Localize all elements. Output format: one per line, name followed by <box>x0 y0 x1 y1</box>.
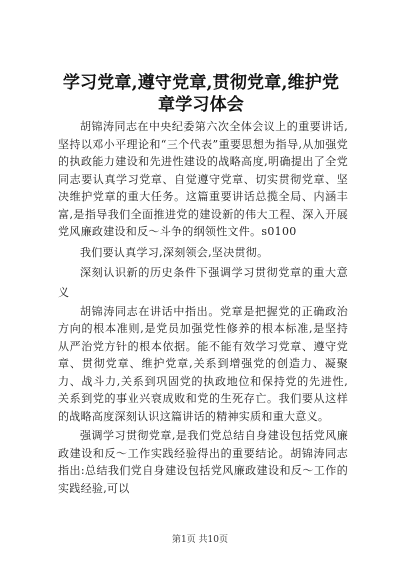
paragraph-intro: 胡锦涛同志在中央纪委第六次全体会议上的重要讲话,坚持以邓小平理论和“三个代表”重要思想为指导,从加强党的执政能力建设和先进性建设的战略高度,明确提出了全党同志要认真学习党章、自觉遵守党章、切实贯彻党章、坚决维护党章的重大任务。这篇重要讲话总揽全局、内涵丰富,是指导我们全面推进党的建设新的伟大工程、深入开展党风廉政建设和反～斗争的纲领性文件。s0100 <box>58 120 348 238</box>
section-heading: 深刻认识新的历史条件下强调学习贯彻党章的重大意义 <box>58 265 348 299</box>
paragraph-resolve: 我们要认真学习,深刻领会,坚决贯彻。 <box>80 245 269 259</box>
paragraph-significance: 胡锦涛同志在讲话中指出。党章是把握党的正确政治方向的根本准则,是党员加强党性修养的根本标准,是坚持从严治党方针的根本依据。能不能有效学习党章、遵守党章、贯彻党章、维护党章,关系到增强党的创造力、凝聚力、战斗力,关系到巩固党的执政地位和保持党的先进性,关系到党的事业兴衰成败和党的生死存亡。我们要从这样的战略高度深刻认识这篇讲话的精神实质和重大意义。 <box>58 304 348 423</box>
page-number: 第1页 共10页 <box>171 535 229 545</box>
paragraph-conclusion: 强调学习贯彻党章,是我们党总结自身建设包括党风廉政建设和反～工作实践经验得出的重要结论。胡锦涛同志指出:总结我们党自身建设包括党风廉政建设和反～工作的实践经验,可以 <box>58 429 348 495</box>
document-body <box>58 118 348 497</box>
document-title: 学习党章,遵守党章,贯彻党章,维护党章学习体会 <box>62 73 340 115</box>
